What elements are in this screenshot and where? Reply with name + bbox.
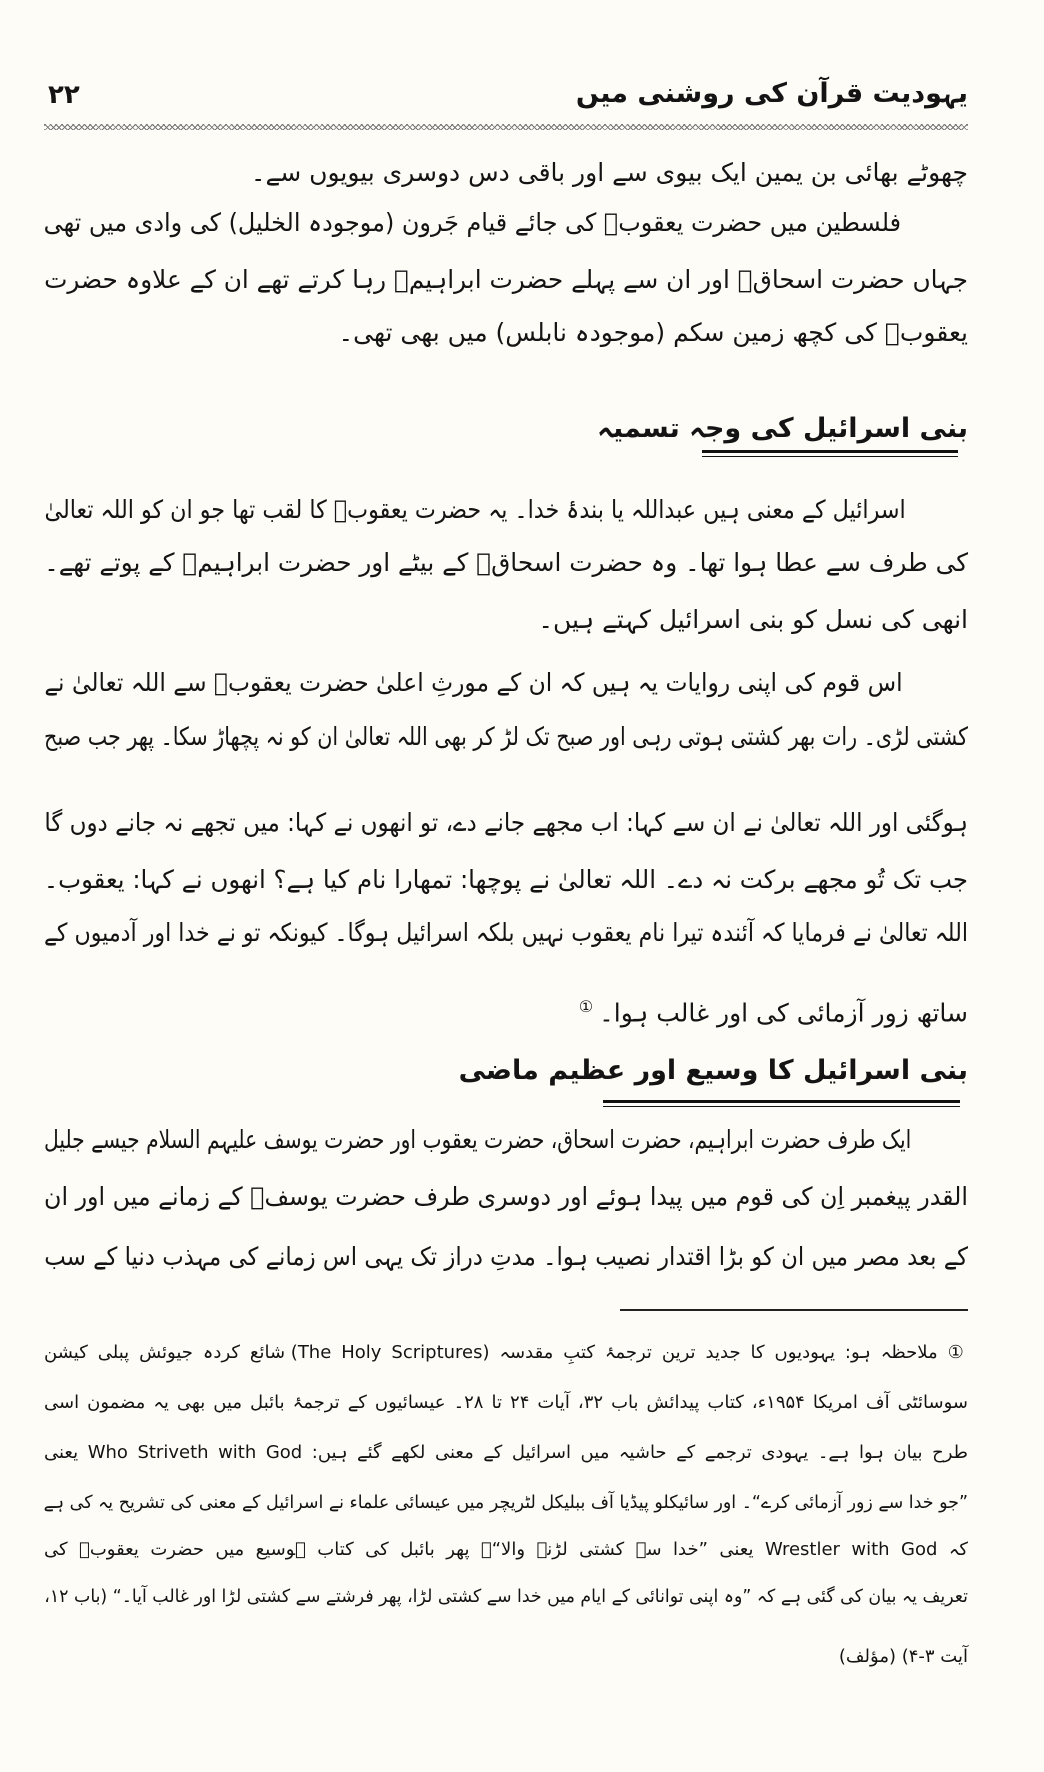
text-line: چھوٹے بھائی بن یمین ایک بیوی سے اور باقی دس دوسری بیویوں سے۔ [250, 158, 968, 187]
text-line: کشتی لڑی۔ رات بھر کشتی ہوتی رہی اور صبح تک لڑ کر بھی اللہ تعالیٰ ان کو نہ پچھاڑ سکا۔ پھر جب صبح [44, 722, 968, 751]
footnote-line: سوسائٹی آف امریکا ۱۹۵۴ء، کتاب پیدائش باب ۳۲، آیات ۲۴ تا ۲۸۔ عیسائیوں کے ترجمۂ بائبل میں بھی یہ مضمون اسی [44, 1392, 968, 1413]
text-line: جہاں حضرت اسحاقؑ اور ان سے پہلے حضرت ابراہیمؑ رہا کرتے تھے ان کے علاوہ حضرت [44, 265, 968, 294]
text-line-with-note [44, 982, 968, 1032]
footnote-line: طرح بیان ہوا ہے۔ یہودی ترجمے کے حاشیہ میں اسرائیل کے معنی لکھے گئے ہیں: Who Striveth with God یعنی [44, 1442, 968, 1463]
footnote-line: کہ Wrestler with God یعنی ”خدا سے کشتی لڑنے والا“۔ پھر بائبل کی کتاب ہوسیع میں حضرت یعقوبؑ کی [44, 1539, 968, 1560]
text-line: اسرائیل کے معنی ہیں عبداللہ یا بندۂ خدا۔ یہ حضرت یعقوبؑ کا لقب تھا جو ان کو اللہ تعالیٰ [44, 495, 906, 524]
section-heading: بنی اسرائیل کا وسیع اور عظیم ماضی [458, 1055, 968, 1086]
footnote-line: آیت ۳-۴) (مؤلف) [838, 1646, 968, 1667]
page-number: ۲۲ [48, 80, 80, 110]
footnote-line: تعریف یہ بیان کی گئی ہے کہ ”وہ اپنی توانائی کے ایام میں خدا سے کشتی لڑا، پھر فرشتے سے کشتی لڑا اور غالب آیا۔“ (باب ۱۲، [44, 1586, 968, 1607]
header-divider [44, 124, 968, 130]
footnote-line: ① ملاحظہ ہو: یہودیوں کا جدید ترین ترجمۂ کتبِ مقدسہ (The Holy Scriptures) شائع کردہ جیوئش پبلی کیشن [44, 1342, 968, 1363]
text-line: کے بعد مصر میں ان کو بڑا اقتدار نصیب ہوا۔ مدتِ دراز تک یہی اس زمانے کی مہذب دنیا کے سب [44, 1242, 968, 1271]
text-line: فلسطین میں حضرت یعقوبؑ کی جائے قیام جَرون (موجودہ الخلیل) کی وادی میں تھی [43, 208, 902, 237]
text-line: القدر پیغمبر اِن کی قوم میں پیدا ہوئے اور دوسری طرف حضرت یوسفؑ کے زمانے میں اور ان [44, 1182, 968, 1211]
text-line: انھی کی نسل کو بنی اسرائیل کہتے ہیں۔ [538, 605, 968, 634]
running-header-title: یہودیت قرآن کی روشنی میں [575, 78, 968, 109]
heading-underline [603, 1100, 960, 1103]
text-line: ساتھ زور آزمائی کی اور غالب ہوا۔ [599, 998, 968, 1028]
text-line: یعقوبؑ کی کچھ زمین سکم (موجودہ نابلس) میں بھی تھی۔ [338, 318, 968, 347]
footnote-divider [620, 1309, 968, 1311]
footnote-line: ”جو خدا سے زور آزمائی کرے“۔ اور سائیکلو پیڈیا آف ببلیکل لٹریچر میں عیسائی علماء نے اسرائیل کے معنی کی تشریح یہ کی ہے [43, 1492, 968, 1513]
heading-underline [702, 450, 958, 453]
text-line: اس قوم کی اپنی روایات یہ ہیں کہ ان کے مورثِ اعلیٰ حضرت یعقوبؑ سے اللہ تعالیٰ نے [44, 668, 903, 697]
text-line: اللہ تعالیٰ نے فرمایا کہ آئندہ تیرا نام یعقوب نہیں بلکہ اسرائیل ہوگا۔ کیونکہ تو نے خدا اور آدمیوں کے [43, 918, 968, 947]
text-line: ہوگئی اور اللہ تعالیٰ نے ان سے کہا: اب مجھے جانے دے، تو انھوں نے کہا: میں تجھے نہ جانے دوں گا [44, 808, 968, 837]
text-line: کی طرف سے عطا ہوا تھا۔ وہ حضرت اسحاقؑ کے بیٹے اور حضرت ابراہیمؑ کے پوتے تھے۔ [44, 548, 968, 577]
section-heading: بنی اسرائیل کی وجہ تسمیہ [597, 413, 968, 444]
text-line: ایک طرف حضرت ابراہیم، حضرت اسحاق، حضرت یعقوب اور حضرت یوسف علیہم السلام جیسے جلیل [43, 1125, 912, 1154]
footnote-marker[interactable]: ① [578, 997, 594, 1016]
text-line: جب تک تُو مجھے برکت نہ دے۔ اللہ تعالیٰ نے پوچھا: تمھارا نام کیا ہے؟ انھوں نے کہا: یعقوب۔ [43, 865, 968, 894]
